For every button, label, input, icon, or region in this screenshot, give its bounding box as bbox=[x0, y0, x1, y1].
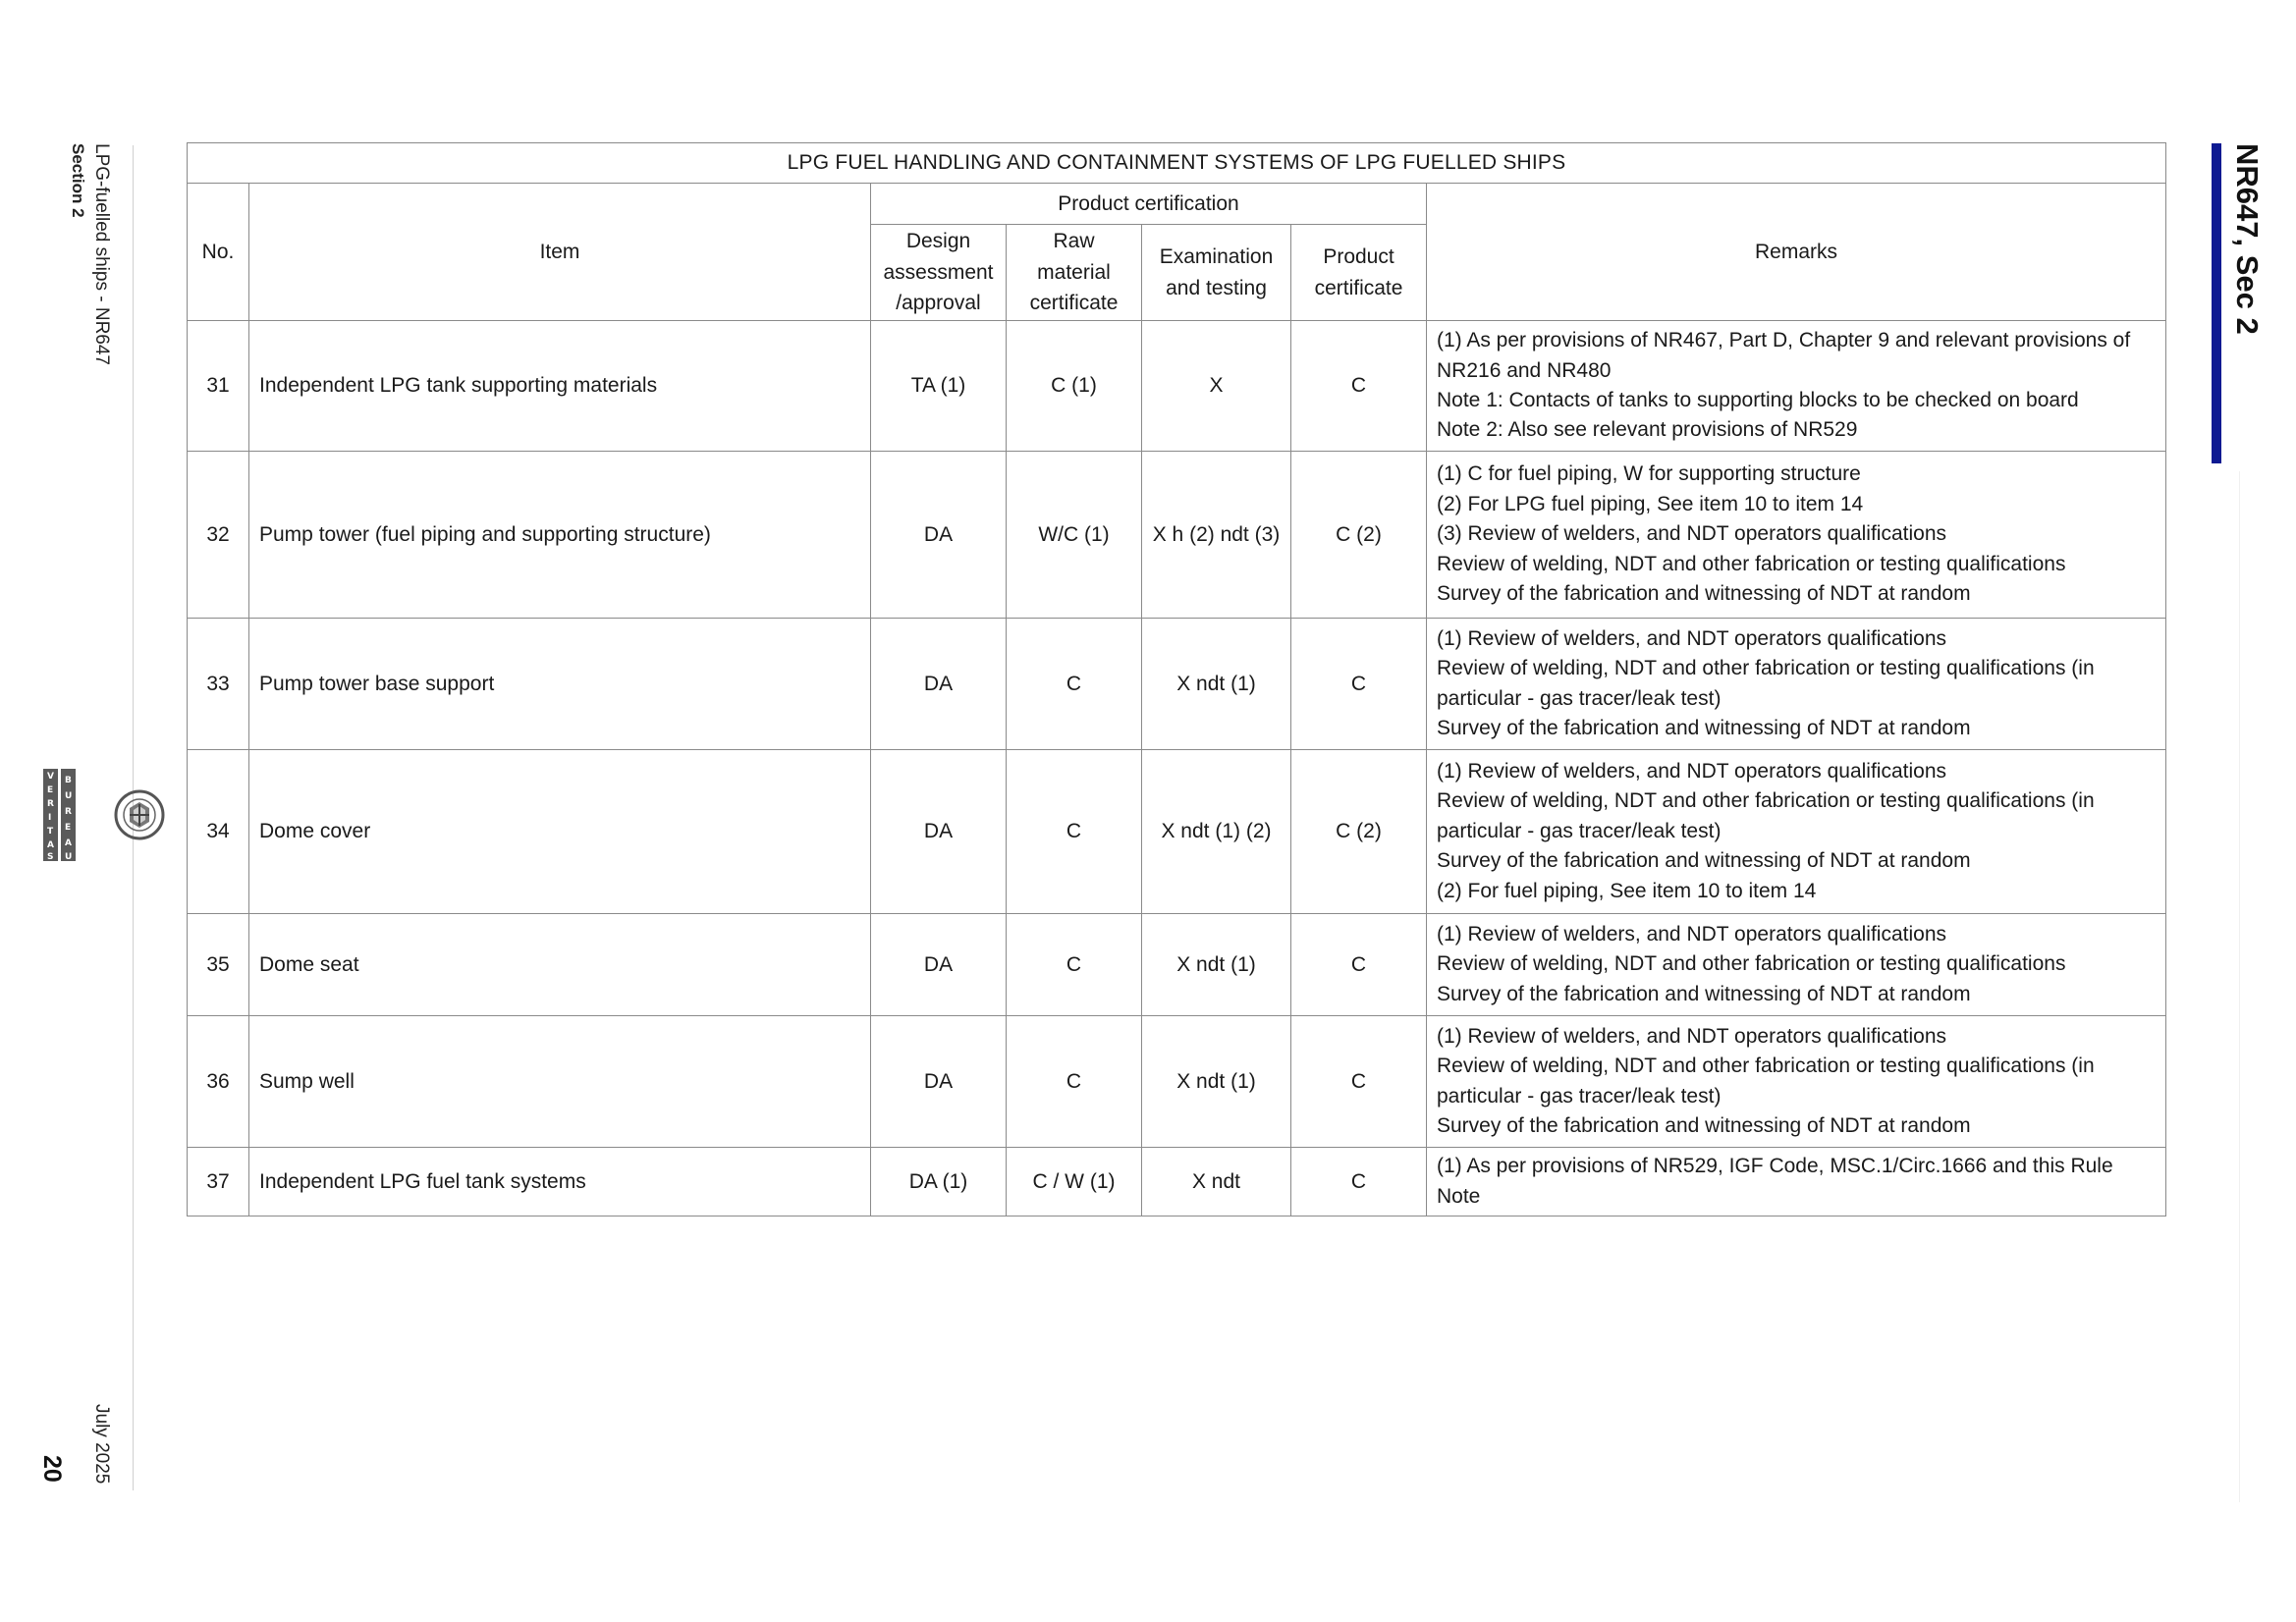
right-margin-rule bbox=[2239, 471, 2240, 1502]
svg-text:U: U bbox=[65, 791, 73, 801]
col-header-line: and testing bbox=[1166, 276, 1267, 299]
cell-design: DA bbox=[871, 1016, 1007, 1148]
col-header-remarks: Remarks bbox=[1427, 184, 2166, 321]
col-header-line: material bbox=[1037, 260, 1111, 284]
document-title: LPG-fuelled ships - NR647 bbox=[91, 143, 112, 365]
remark-line: Survey of the fabrication and witnessing of NDT at random bbox=[1437, 1113, 1971, 1137]
cell-no: 32 bbox=[188, 452, 249, 619]
col-header-line: certificate bbox=[1314, 276, 1403, 299]
cell-item: Sump well bbox=[249, 1016, 871, 1148]
cell-exam: X ndt (1) bbox=[1142, 914, 1291, 1016]
cell-exam: X bbox=[1142, 321, 1291, 452]
cell-exam: X ndt (1) bbox=[1142, 619, 1291, 750]
remark-line: Survey of the fabrication and witnessing of NDT at random bbox=[1437, 982, 1971, 1005]
certification-table bbox=[187, 142, 2166, 1216]
table-title: LPG FUEL HANDLING AND CONTAINMENT SYSTEMS OF LPG FUELLED SHIPS bbox=[188, 143, 2166, 184]
cell-exam: X h (2) ndt (3) bbox=[1142, 452, 1291, 619]
col-header-line: Raw bbox=[1053, 230, 1095, 253]
svg-text:A: A bbox=[65, 838, 72, 848]
svg-text:S: S bbox=[47, 852, 54, 862]
cell-raw: C bbox=[1007, 1016, 1142, 1148]
cell-no: 34 bbox=[188, 750, 249, 914]
cell-item: Pump tower (fuel piping and supporting structure) bbox=[249, 452, 871, 619]
section-label: Section 2 bbox=[69, 143, 87, 218]
remark-line: (2) For fuel piping, See item 10 to item 14 bbox=[1437, 879, 1817, 902]
cell-product: C (2) bbox=[1291, 750, 1427, 914]
col-group-product-certification: Product certification bbox=[871, 184, 1427, 225]
cell-item: Dome seat bbox=[249, 914, 871, 1016]
svg-text:I: I bbox=[48, 813, 52, 823]
section-reference: NR647, Sec 2 bbox=[2230, 143, 2265, 335]
cell-no: 36 bbox=[188, 1016, 249, 1148]
cell-design: DA bbox=[871, 914, 1007, 1016]
remark-line: Review of welding, NDT and other fabrication or testing qualifications (in particular - gas tracer/leak test) bbox=[1437, 789, 2095, 842]
cell-product: C bbox=[1291, 1016, 1427, 1148]
bureau-veritas-seal-icon bbox=[37, 761, 167, 869]
cell-no: 33 bbox=[188, 619, 249, 750]
remark-line: (1) As per provisions of NR467, Part D, Chapter 9 and relevant provisions of NR216 and NR480 bbox=[1437, 329, 2131, 382]
col-header-item: Item bbox=[249, 184, 871, 321]
cell-remarks bbox=[1427, 750, 2166, 914]
remark-line: Survey of the fabrication and witnessing of NDT at random bbox=[1437, 849, 1971, 873]
table-row bbox=[188, 321, 2166, 452]
cell-raw: C bbox=[1007, 914, 1142, 1016]
cell-product: C bbox=[1291, 914, 1427, 1016]
remark-line: Note 2: Also see relevant provisions of NR529 bbox=[1437, 418, 1858, 442]
remark-line: (1) Review of welders, and NDT operators qualifications bbox=[1437, 626, 1947, 650]
bureau-veritas-logo bbox=[37, 761, 167, 869]
remark-line: Review of welding, NDT and other fabrication or testing qualifications (in particular - gas tracer/leak test) bbox=[1437, 657, 2095, 710]
cell-exam: X ndt bbox=[1142, 1148, 1291, 1216]
cell-exam: X ndt (1) bbox=[1142, 1016, 1291, 1148]
cell-remarks bbox=[1427, 1016, 2166, 1148]
remark-line: Survey of the fabrication and witnessing of NDT at random bbox=[1437, 716, 1971, 739]
cell-design: DA bbox=[871, 619, 1007, 750]
col-header-line: Product bbox=[1323, 245, 1394, 268]
col-header-examination bbox=[1142, 225, 1291, 321]
cell-remarks bbox=[1427, 321, 2166, 452]
svg-text:B: B bbox=[65, 776, 72, 785]
remark-line: (1) Review of welders, and NDT operators qualifications bbox=[1437, 1024, 1947, 1048]
remark-line: (1) As per provisions of NR529, IGF Code, MSC.1/Circ.1666 and this Rule Note bbox=[1437, 1155, 2113, 1208]
section-accent-bar bbox=[2212, 143, 2221, 463]
cell-raw: C (1) bbox=[1007, 321, 1142, 452]
cell-remarks bbox=[1427, 619, 2166, 750]
col-header-line: Design bbox=[905, 230, 971, 253]
remark-line: Note 1: Contacts of tanks to supporting blocks to be checked on board bbox=[1437, 389, 2079, 411]
remark-line: Review of welding, NDT and other fabrication or testing qualifications (in particular - gas tracer/leak test) bbox=[1437, 1054, 2095, 1108]
table-row bbox=[188, 452, 2166, 619]
svg-text:A: A bbox=[47, 840, 54, 850]
svg-text:R: R bbox=[65, 807, 72, 817]
cell-product: C (2) bbox=[1291, 452, 1427, 619]
svg-text:T: T bbox=[47, 827, 54, 837]
remark-line: (2) For LPG fuel piping, See item 10 to item 14 bbox=[1437, 492, 1864, 515]
cell-remarks bbox=[1427, 914, 2166, 1016]
cell-no: 35 bbox=[188, 914, 249, 1016]
cell-item: Independent LPG fuel tank systems bbox=[249, 1148, 871, 1216]
col-header-line: certificate bbox=[1029, 292, 1119, 315]
col-header-line: Examination bbox=[1159, 245, 1274, 268]
cell-raw: C bbox=[1007, 619, 1142, 750]
page-number: 20 bbox=[38, 1455, 66, 1483]
cell-product: C bbox=[1291, 1148, 1427, 1216]
col-header-no: No. bbox=[188, 184, 249, 321]
cell-design: DA bbox=[871, 452, 1007, 619]
cell-item: Dome cover bbox=[249, 750, 871, 914]
remark-line: (1) Review of welders, and NDT operators qualifications bbox=[1437, 922, 1947, 946]
cell-raw: W/C (1) bbox=[1007, 452, 1142, 619]
table-row bbox=[188, 914, 2166, 1016]
cell-design: DA bbox=[871, 750, 1007, 914]
col-header-product-certificate bbox=[1291, 225, 1427, 321]
remark-line: (3) Review of welders, and NDT operators qualifications bbox=[1437, 522, 1947, 546]
svg-text:V: V bbox=[47, 772, 54, 782]
svg-text:U: U bbox=[65, 852, 73, 862]
cell-no: 31 bbox=[188, 321, 249, 452]
cell-remarks bbox=[1427, 452, 2166, 619]
table-row bbox=[188, 1016, 2166, 1148]
table-row bbox=[188, 750, 2166, 914]
cell-no: 37 bbox=[188, 1148, 249, 1216]
cell-item: Independent LPG tank supporting materials bbox=[249, 321, 871, 452]
svg-text:E: E bbox=[47, 785, 54, 795]
cell-product: C bbox=[1291, 321, 1427, 452]
svg-text:R: R bbox=[47, 799, 54, 809]
remark-line: Review of welding, NDT and other fabrication or testing qualifications bbox=[1437, 952, 2066, 976]
col-header-line: assessment bbox=[883, 260, 994, 284]
col-header-line: /approval bbox=[896, 292, 981, 315]
remark-line: Survey of the fabrication and witnessing of NDT at random bbox=[1437, 582, 1971, 606]
cell-item: Pump tower base support bbox=[249, 619, 871, 750]
cell-exam: X ndt (1) (2) bbox=[1142, 750, 1291, 914]
col-header-design-assessment bbox=[871, 225, 1007, 321]
remark-line: (1) C for fuel piping, W for supporting structure bbox=[1437, 462, 1861, 486]
cell-raw: C bbox=[1007, 750, 1142, 914]
table-row bbox=[188, 619, 2166, 750]
cell-design: DA (1) bbox=[871, 1148, 1007, 1216]
remark-line: (1) Review of welders, and NDT operators qualifications bbox=[1437, 759, 1947, 783]
publication-date: July 2025 bbox=[91, 1404, 112, 1485]
svg-text:E: E bbox=[65, 823, 72, 833]
col-header-raw-material bbox=[1007, 225, 1142, 321]
table-row bbox=[188, 1148, 2166, 1216]
certification-table-container bbox=[187, 142, 2165, 1216]
cell-remarks bbox=[1427, 1148, 2166, 1216]
remark-line: Review of welding, NDT and other fabrication or testing qualifications bbox=[1437, 552, 2066, 575]
cell-design: TA (1) bbox=[871, 321, 1007, 452]
cell-raw: C / W (1) bbox=[1007, 1148, 1142, 1216]
cell-product: C bbox=[1291, 619, 1427, 750]
